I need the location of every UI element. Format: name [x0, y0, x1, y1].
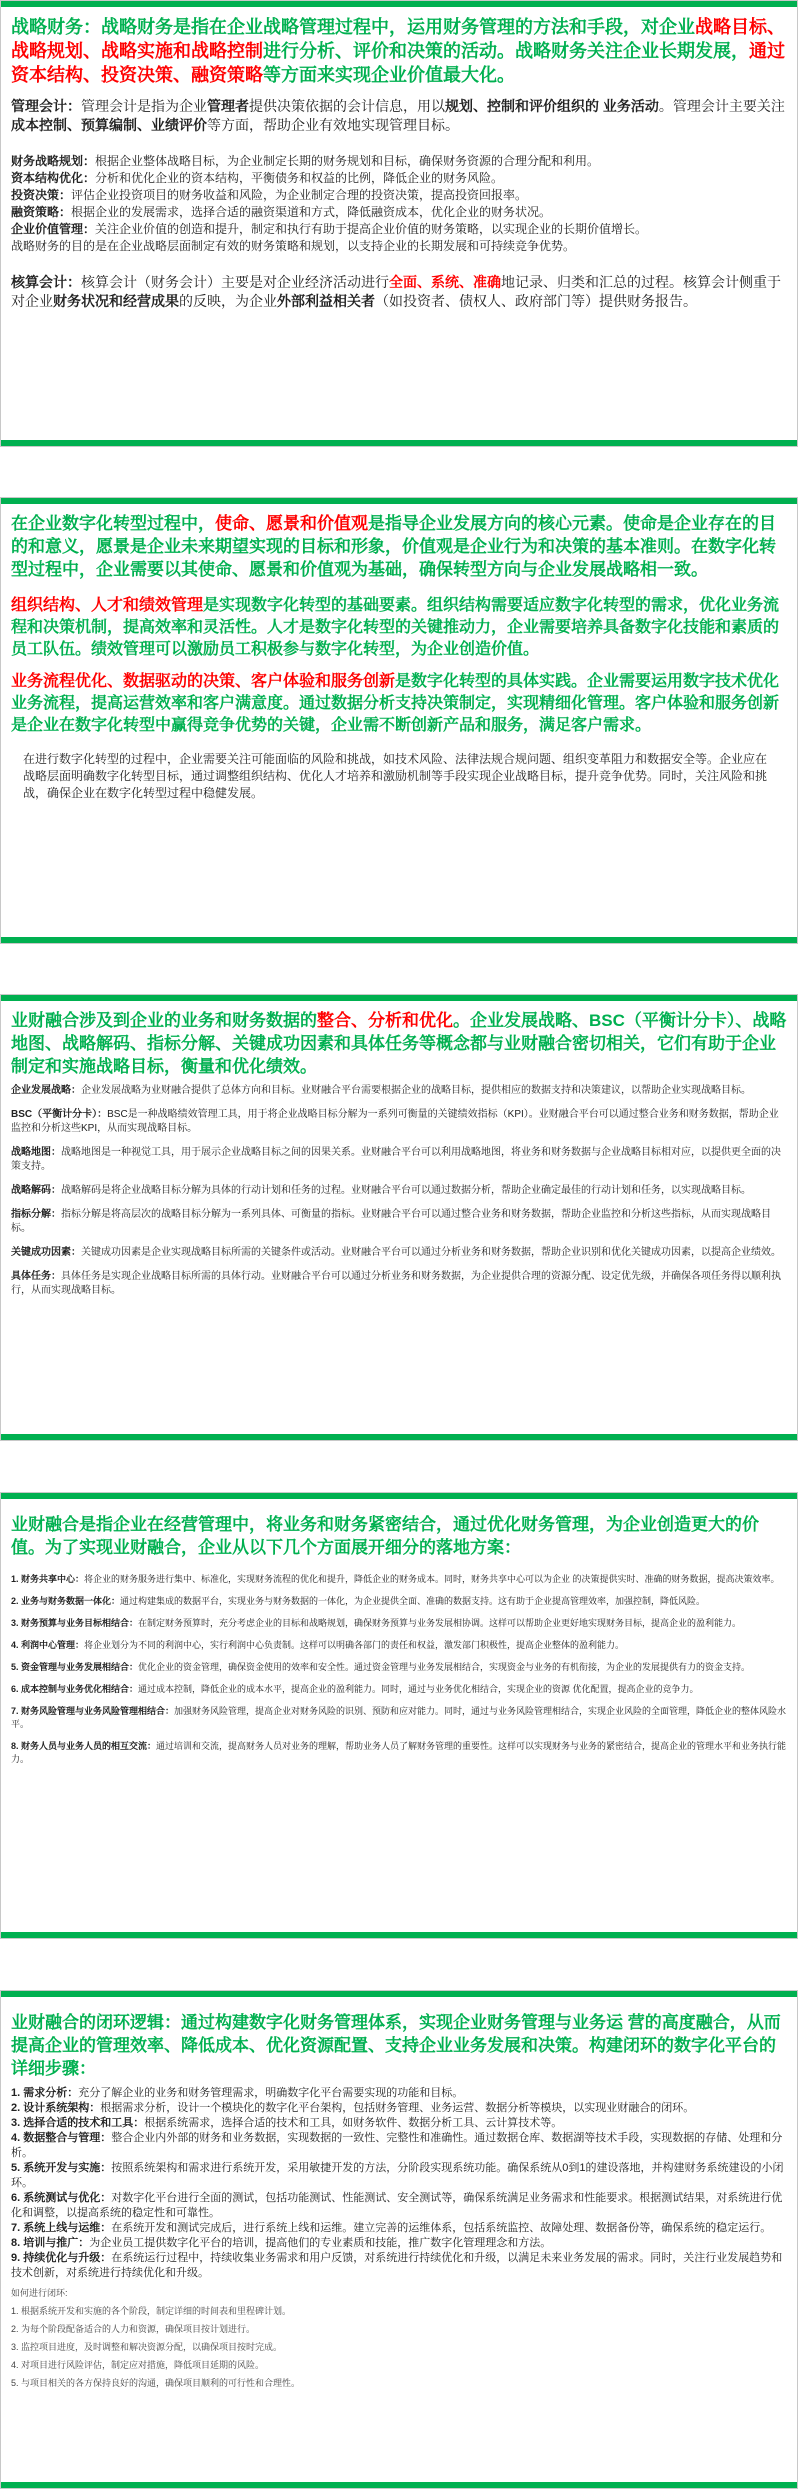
closed-loop-notes — [11, 2287, 787, 2390]
slide-strategic-finance — [0, 0, 798, 447]
list-item: 9. 持续优化与升级：在系统运行过程中，持续收集业务需求和用户反馈，对系统进行持续优化和升级，以满足未来业务发展的需求。同时，关注行业发展趋势和技术创新，对系统进行持续优化和升级。 — [11, 2252, 783, 2279]
list-item: 4. 数据整合与管理：整合企业内外部的财务和业务数据，实现数据的一致性、完整性和准确性。通过数据仓库、数据湖等技术手段，实现数据的存储、处理和分析。 — [11, 2132, 783, 2159]
list-item: 3. 选择合适的技术和工具：根据系统需求，选择合适的技术和工具，如财务软件、数据分析工具、云计算技术等。 — [11, 2117, 563, 2129]
list-item: BSC（平衡计分卡）：BSC是一种战略绩效管理工具，用于将企业战略目标分解为一系列可衡量的关键绩效指标（KPI）。业财融合平台可以通过整合业务和财务数据，帮助企业监控和分析这些KPI，从而实现战略目标。 — [11, 1109, 779, 1134]
strategic-finance-intro: 战略财务：战略财务是指在企业战略管理过程中，运用财务管理的方法和手段，对企业战略目标、战略规划、战略实施和战略控制进行分析、评价和决策的活动。战略财务关注企业长期发展，通过资本结构、投资决策、融资策略等方面来实现企业价值最大化。 — [11, 17, 785, 85]
closed-loop-heading: 业财融合的闭环逻辑：通过构建数字化财务管理体系，实现企业财务管理与业务运 营的高度融合，从而提高企业的管理效率、降低成本、优化资源配置、支持企业业务发展和决策。构建闭环的数字化平台的详细步骤： — [11, 2013, 781, 2078]
business-process-para: 业务流程优化、数据驱动的决策、客户体验和服务创新是数字化转型的具体实践。企业需要运用数字技术优化业务流程，提高运营效率和客户满意度。通过数据分析支持决策制定，实现精细化管理。客户体验和服务创新是企业在数字化转型中赢得竞争优势的关键，企业需不断创新产品和服务，满足客户需求。 — [11, 673, 780, 734]
note-item: 2. 为每个阶段配备适合的人力和资源，确保项目按计划进行。 — [11, 2324, 256, 2334]
list-item: 8. 财务人员与业务人员的相互交流：通过培训和交流，提高财务人员对业务的理解，帮助业务人员了解财务管理的重要性。这样可以实现财务与业务的紧密结合，提高企业的管理水平和业务执行能力。 — [11, 1741, 787, 1764]
list-item: 1. 财务共享中心：将企业的财务服务进行集中、标准化，实现财务流程的优化和提升，降低企业的财务成本。同时，财务共享中心可以为企业 的决策提供实时、准确的财务数据，提高决策效率。 — [11, 1574, 780, 1584]
list-item: 具体任务：具体任务是实现企业战略目标所需的具体行动。业财融合平台可以通过分析业务和财务数据，为企业提供合理的资源分配、设定优先级，并确保各项任务得以顺利执行，从而实现战略目标。 — [11, 1271, 781, 1296]
list-item: 2. 业务与财务数据一体化：通过构建集成的数据平台，实现业务与财务数据的一体化，为企业提供全面、准确的数据支持。这有助于企业提高管理效率，加强控制，降低风险。 — [11, 1596, 706, 1606]
strategic-finance-summary: 战略财务的目的是在企业战略层面制定有效的财务策略和规划，以支持企业的长期发展和可持续竞争优势。 — [11, 239, 576, 253]
list-item: 5. 系统开发与实施：按照系统架构和需求进行系统开发，采用敏捷开发的方法，分阶段实现系统功能。确保系统从0到1的建设落地，并构建财务系统建设的小闭环。 — [11, 2162, 784, 2189]
slide-bottom-bar — [1, 1932, 797, 1938]
list-item: 1. 需求分析：充分了解企业的业务和财务管理需求，明确数字化平台需要实现的功能和目标。 — [11, 2087, 464, 2099]
bf-concept-list — [11, 1084, 787, 1298]
slide-bottom-bar — [1, 1434, 797, 1440]
list-item: 3. 财务预算与业务目标相结合：在制定财务预算时，充分考虑企业的目标和战略规划，确保财务预算与业务发展相协调。这样可以帮助企业更好地实现财务目标，提高企业的盈利能力。 — [11, 1618, 742, 1628]
strategic-finance-list — [11, 153, 787, 255]
list-item: 投资决策：评估企业投资项目的财务收益和风险，为企业制定合理的投资决策，提高投资回报率。 — [11, 188, 528, 202]
note-item: 5. 与项目相关的各方保持良好的沟通，确保项目顺利的可行性和合理性。 — [11, 2378, 301, 2388]
list-item: 2. 设计系统架构：根据需求分析，设计一个模块化的数字化平台架构，包括财务管理、业务运营、数据分析等模块，以实现业财融合的闭环。 — [11, 2102, 695, 2114]
slide-top-bar — [1, 1, 797, 7]
mission-vision-para: 在企业数字化转型过程中，使命、愿景和价值观是指导企业发展方向的核心元素。使命是企业存在的目的和意义，愿景是企业未来期望实现的目标和形象，价值观是企业行为和决策的基本准则。在数字化转型过程中，企业需要以其使命、愿景和价值观为基础，确保转型方向与企业发展战略相一致。 — [11, 514, 776, 579]
slide-bottom-bar — [1, 2482, 797, 2488]
list-item: 5. 资金管理与业务发展相结合：优化企业的资金管理，确保资金使用的效率和安全性。通过资金管理与业务发展相结合，实现资金与业务的有机衔接，为企业的发展提供有力的资金支持。 — [11, 1662, 751, 1672]
bf-integration-heading: 业财融合涉及到企业的业务和财务数据的整合、分析和优化。企业发展战略、BSC（平衡计分卡）、战略地图、战略解码、指标分解、关键成功因素和具体任务等概念都与业财融合密切相关，它们有助于企业制定和实施战略目标，衡量和优化绩效。 — [11, 1011, 787, 1076]
risk-challenge-para: 在进行数字化转型的过程中，企业需要关注可能面临的风险和挑战，如技术风险、法律法规合规问题、组织变革阻力和数据安全等。企业应在战略层面明确数字化转型目标，通过调整组织结构、优化人才培养和激励机制等手段实现企业战略目标，提升竞争优势。同时，关注风险和挑战，确保企业在数字化转型过程中稳健发展。 — [23, 752, 768, 800]
slide-implementation-plan — [0, 1492, 798, 1939]
list-item: 6. 成本控制与业务优化相结合：通过成本控制，降低企业的成本水平，提高企业的盈利能力。同时，通过与业务优化相结合，实现企业的资源 优化配置，提高企业的竞争力。 — [11, 1684, 699, 1694]
list-item: 战略地图：战略地图是一种视觉工具，用于展示企业战略目标之间的因果关系。业财融合平台可以利用战略地图，将业务和财务数据与企业战略目标相对应，以提供更全面的决策支持。 — [11, 1147, 781, 1172]
list-item: 7. 财务风险管理与业务风险管理相结合：加强财务风险管理，提高企业对财务风险的识别、预防和应对能力。同时，通过与业务风险管理相结合，实现企业风险的全面管理，降低企业的整体风险水平。 — [11, 1706, 787, 1729]
list-item: 财务战略规划：根据企业整体战略目标，为企业制定长期的财务规划和目标，确保财务资源的合理分配和利用。 — [11, 154, 600, 168]
slide-top-bar — [1, 498, 797, 504]
list-item: 6. 系统测试与优化：对数字化平台进行全面的测试，包括功能测试、性能测试、安全测试等，确保系统满足业务需求和性能要求。根据测试结果，对系统进行优化和调整，以提高系统的稳定性和可靠性。 — [11, 2192, 783, 2219]
list-item: 企业发展战略：企业发展战略为业财融合提供了总体方向和目标。业财融合平台需要根据企业的战略目标，提供相应的数据支持和决策建议，以帮助企业实现战略目标。 — [11, 1085, 751, 1096]
slide-top-bar — [1, 995, 797, 1001]
list-item: 企业价值管理：关注企业价值的创造和提升，制定和执行有助于提高企业价值的财务策略，以实现企业的长期价值增长。 — [11, 222, 648, 236]
note-item: 1. 根据系统开发和实施的各个阶段，制定详细的时间表和里程碑计划。 — [11, 2306, 292, 2316]
list-item: 关键成功因素：关键成功因素是企业实现战略目标所需的关键条件或活动。业财融合平台可以通过分析业务和财务数据，帮助企业识别和优化关键成功因素，以提高企业绩效。 — [11, 1247, 781, 1258]
slide-top-bar — [1, 1991, 797, 1997]
management-accounting-para: 管理会计：管理会计是指为企业管理者提供决策依据的会计信息，用以规划、控制和评价组织的 业务活动。管理会计主要关注成本控制、预算编制、业绩评价等方面，帮助企业有效地实现管理目标。 — [11, 98, 785, 133]
slide-closed-loop — [0, 1990, 798, 2489]
list-item: 融资策略：根据企业的发展需求，选择合适的融资渠道和方式，降低融资成本，优化企业的财务状况。 — [11, 205, 552, 219]
implementation-heading: 业财融合是指企业在经营管理中，将业务和财务紧密结合，通过优化财务管理，为企业创造更大的价值。为了实现业财融合，企业从以下几个方面展开细分的落地方案： — [11, 1515, 759, 1557]
closed-loop-steps — [11, 2086, 787, 2281]
notes-title: 如何进行闭环: — [11, 2288, 68, 2298]
list-item: 战略解码：战略解码是将企业战略目标分解为具体的行动计划和任务的过程。业财融合平台可以通过数据分析，帮助企业确定最佳的行动计划和任务，以实现战略目标。 — [11, 1185, 751, 1196]
slide-bottom-bar — [1, 937, 797, 943]
core-accounting-para: 核算会计：核算会计（财务会计）主要是对企业经济活动进行全面、系统、准确地记录、归类和汇总的过程。核算会计侧重于对企业财务状况和经营成果的反映，为企业外部利益相关者（如投资者、债权人、政府部门等）提供财务报告。 — [11, 274, 781, 309]
organization-talent-para: 组织结构、人才和绩效管理是实现数字化转型的基础要素。组织结构需要适应数字化转型的需求，优化业务流程和决策机制，提高效率和灵活性。人才是数字化转型的关键推动力，企业需要培养具备数字化技能和素质的员工队伍。绩效管理可以激励员工积极参与数字化转型，为企业创造价值。 — [11, 597, 780, 658]
slide-bottom-bar — [1, 440, 797, 446]
slide-digital-transformation — [0, 497, 798, 944]
list-item: 4. 利润中心管理：将企业划分为不同的利润中心，实行利润中心负责制。这样可以明确各部门的责任和权益，激发部门积极性，提高企业整体的盈利能力。 — [11, 1640, 625, 1650]
slide-business-finance-concepts — [0, 994, 798, 1441]
note-item: 3. 监控项目进度，及时调整和解决资源分配，以确保项目按时完成。 — [11, 2342, 283, 2352]
list-item: 7. 系统上线与运维：在系统开发和测试完成后，进行系统上线和运维。建立完善的运维体系，包括系统监控、故障处理、数据备份等，确保系统的稳定运行。 — [11, 2222, 772, 2234]
list-item: 8. 培训与推广：为企业员工提供数字化平台的培训，提高他们的专业素质和技能，推广数字化管理理念和方法。 — [11, 2237, 552, 2249]
list-item: 指标分解：指标分解是将高层次的战略目标分解为一系列具体、可衡量的指标。业财融合平台可以通过整合业务和财务数据，帮助企业监控和分析这些指标，从而实现战略目标。 — [11, 1209, 771, 1234]
slide-top-bar — [1, 1493, 797, 1499]
implementation-list — [11, 1573, 787, 1766]
note-item: 4. 对项目进行风险评估，制定应对措施，降低项目延期的风险。 — [11, 2360, 265, 2370]
list-item: 资本结构优化：分析和优化企业的资本结构，平衡债务和权益的比例，降低企业的财务风险。 — [11, 171, 504, 185]
